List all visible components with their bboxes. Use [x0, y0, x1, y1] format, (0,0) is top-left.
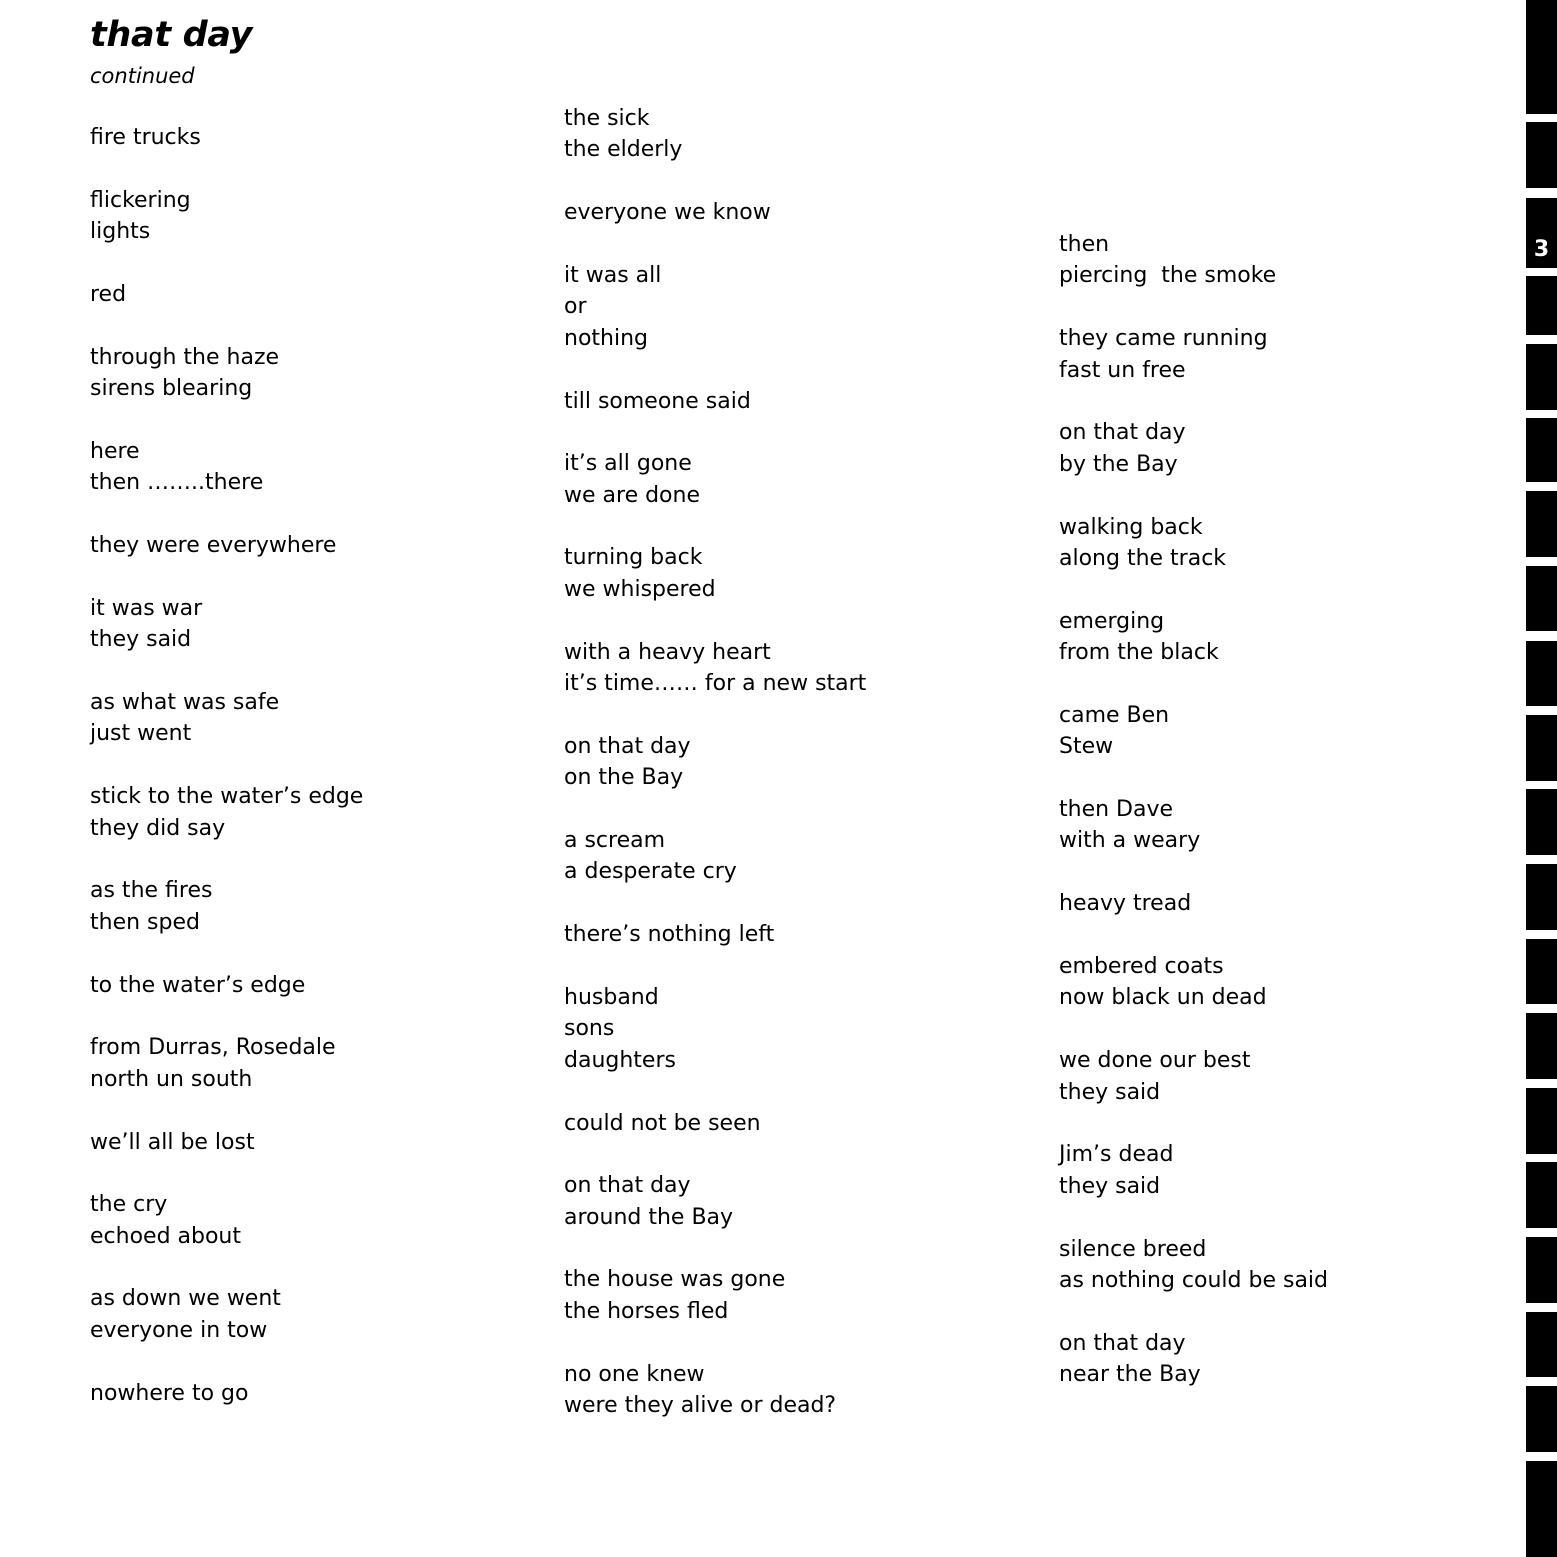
poem-line: fire trucks — [90, 125, 201, 150]
poem-line: by the Bay — [1059, 451, 1178, 477]
stanza — [90, 781, 363, 844]
poem-line: we done our best — [1059, 1048, 1251, 1074]
page-tab — [1526, 0, 1557, 114]
poem-line: walking back — [1059, 514, 1203, 540]
poem-line: could not be seen — [564, 1110, 761, 1136]
poem-line: along the track — [1059, 545, 1227, 571]
poem-line: lights — [90, 219, 151, 245]
poem-line: north un south — [90, 1066, 253, 1092]
stanza — [90, 1378, 363, 1409]
stanza — [90, 687, 363, 750]
poem-line: with a heavy heart — [564, 639, 771, 665]
page-tab-strip — [1526, 0, 1557, 1557]
poem-line: then sped — [90, 909, 200, 935]
poem-line: heavy tread — [1059, 891, 1192, 917]
poem-line: now black un dead — [1059, 985, 1267, 1011]
poem-line: as down we went — [90, 1286, 281, 1312]
poem-line: they said — [1059, 1173, 1161, 1199]
poem-line: daughters — [564, 1047, 676, 1073]
poem-line: they did say — [90, 815, 226, 841]
stanza — [564, 731, 866, 794]
poem-line: it’s time…… for a new start — [564, 671, 867, 697]
poem-line: we are done — [564, 482, 700, 508]
poem-line: around the Bay — [564, 1204, 734, 1230]
poem-subtitle: continued — [90, 64, 195, 88]
poem-line: the horses fled — [564, 1298, 729, 1324]
stanza — [564, 448, 866, 511]
page-tab — [1526, 789, 1557, 855]
poem-line: from the black — [1059, 640, 1219, 666]
stanza — [1059, 1045, 1328, 1108]
page-tab — [1526, 198, 1557, 268]
stanza — [90, 185, 363, 248]
poem-line: sirens blearing — [90, 376, 253, 402]
stanza — [564, 637, 866, 700]
poem-line: echoed about — [90, 1223, 242, 1249]
page-tab — [1526, 344, 1557, 410]
stanza — [90, 342, 363, 405]
poem-line: nothing — [564, 325, 648, 351]
poem-line: stick to the water’s edge — [90, 784, 364, 810]
poem-line: here — [90, 438, 140, 464]
page-tab — [1526, 939, 1557, 1004]
poem-line: everyone we know — [564, 200, 771, 226]
page-tab — [1526, 1461, 1557, 1557]
poem-line: sons — [564, 1016, 615, 1042]
stanza — [1059, 512, 1328, 575]
page-tab — [1526, 641, 1557, 706]
page-tab — [1526, 1237, 1557, 1303]
poem-line: we whispered — [564, 576, 716, 602]
poem-line: the house was gone — [564, 1267, 786, 1293]
stanza — [1059, 1328, 1328, 1391]
poem-line: came Ben — [1059, 702, 1170, 728]
poem-line: husband — [564, 984, 659, 1010]
page-tab — [1526, 1088, 1557, 1154]
poem-line: on that day — [564, 1173, 691, 1199]
page-tab — [1526, 715, 1557, 781]
stanza — [564, 197, 866, 228]
page-tab — [1526, 122, 1557, 188]
poem-title: that day — [90, 15, 253, 55]
stanza — [564, 919, 866, 950]
stanza — [1059, 1139, 1328, 1202]
poem-line: as what was safe — [90, 690, 280, 716]
page-number: 3 — [1533, 237, 1550, 262]
stanza — [564, 1359, 866, 1422]
poem-line: were they alive or dead? — [564, 1393, 837, 1419]
page-tab — [1526, 1162, 1557, 1228]
poem-line: flickering — [90, 187, 191, 213]
poem-line: everyone in tow — [90, 1317, 268, 1343]
poem-line: from Durras, Rosedale — [90, 1035, 336, 1061]
page-tab — [1526, 566, 1557, 631]
stanza — [564, 1108, 866, 1139]
stanza — [1059, 1234, 1328, 1297]
poem-line: on the Bay — [564, 765, 684, 791]
poem-line: the cry — [90, 1192, 168, 1218]
poem-column-3 — [1059, 229, 1328, 1422]
poem-column-2 — [564, 103, 866, 1453]
poem-line: the sick — [564, 106, 650, 131]
poem-line: till someone said — [564, 388, 751, 414]
stanza — [1059, 606, 1328, 669]
page-tab — [1526, 276, 1557, 335]
page-tab — [1526, 864, 1557, 930]
poem-line: turning back — [564, 545, 703, 571]
stanza — [1059, 794, 1328, 857]
poem-line: embered coats — [1059, 953, 1224, 979]
poem-line: it was all — [564, 262, 662, 288]
poem-line: through the haze — [90, 344, 280, 370]
poem-line: with a weary — [1059, 828, 1201, 854]
poem-line: Jim’s dead — [1059, 1142, 1174, 1168]
poem-line: a desperate cry — [564, 859, 737, 885]
stanza — [90, 279, 363, 310]
page-tab — [1526, 1386, 1557, 1452]
page-tab — [1526, 491, 1557, 557]
poem-line: or — [564, 294, 587, 320]
poem-line: it was war — [90, 595, 203, 621]
page-tab — [1526, 1013, 1557, 1079]
poem-line: Stew — [1059, 734, 1114, 760]
stanza — [90, 530, 363, 561]
stanza — [564, 982, 866, 1076]
stanza — [90, 593, 363, 656]
stanza — [1059, 323, 1328, 386]
stanza — [90, 875, 363, 938]
stanza — [564, 386, 866, 417]
stanza — [564, 825, 866, 888]
stanza — [564, 1170, 866, 1233]
stanza — [1059, 888, 1328, 919]
stanza — [1059, 417, 1328, 480]
stanza — [90, 1189, 363, 1252]
poem-line: near the Bay — [1059, 1362, 1201, 1388]
stanza — [1059, 951, 1328, 1014]
stanza — [564, 1264, 866, 1327]
stanza — [90, 970, 363, 1001]
poem-line: then Dave — [1059, 797, 1174, 823]
poem-line: they were everywhere — [90, 533, 337, 559]
stanza — [90, 436, 363, 499]
page-tab — [1526, 1312, 1557, 1377]
stanza — [1059, 700, 1328, 763]
poem-line: fast un free — [1059, 357, 1186, 383]
poem-line: a scream — [564, 827, 666, 853]
poem-line: on that day — [1059, 420, 1186, 446]
stanza — [564, 260, 866, 354]
poem-line: emerging — [1059, 608, 1165, 634]
poem-line: to the water’s edge — [90, 972, 306, 998]
stanza — [90, 1283, 363, 1346]
poem-line: just went — [90, 721, 192, 747]
poem-line: they said — [1059, 1079, 1161, 1105]
poem-line: we’ll all be lost — [90, 1129, 255, 1155]
poem-line: piercing the smoke — [1059, 263, 1277, 289]
poem-line: the elderly — [564, 137, 683, 163]
page-tab — [1526, 418, 1557, 482]
stanza — [90, 122, 363, 153]
poem-line: they came running — [1059, 326, 1268, 352]
poem-line: then ……..there — [90, 470, 264, 496]
poem-column-1 — [90, 122, 363, 1440]
stanza — [564, 103, 866, 166]
poem-line: no one knew — [564, 1361, 705, 1387]
stanza — [1059, 229, 1328, 292]
poem-line: as nothing could be said — [1059, 1267, 1329, 1293]
poem-line: it’s all gone — [564, 451, 692, 477]
poem-line: silence breed — [1059, 1236, 1207, 1262]
poem-line: they said — [90, 627, 192, 653]
poem-line: on that day — [1059, 1330, 1186, 1356]
poem-line: there’s nothing left — [564, 922, 775, 948]
stanza — [564, 542, 866, 605]
stanza — [90, 1127, 363, 1158]
poem-line: red — [90, 281, 127, 307]
poem-line: on that day — [564, 733, 691, 759]
stanza — [90, 1032, 363, 1095]
poem-line: then — [1059, 232, 1110, 257]
poem-line: as the fires — [90, 878, 213, 904]
poem-line: nowhere to go — [90, 1380, 249, 1406]
